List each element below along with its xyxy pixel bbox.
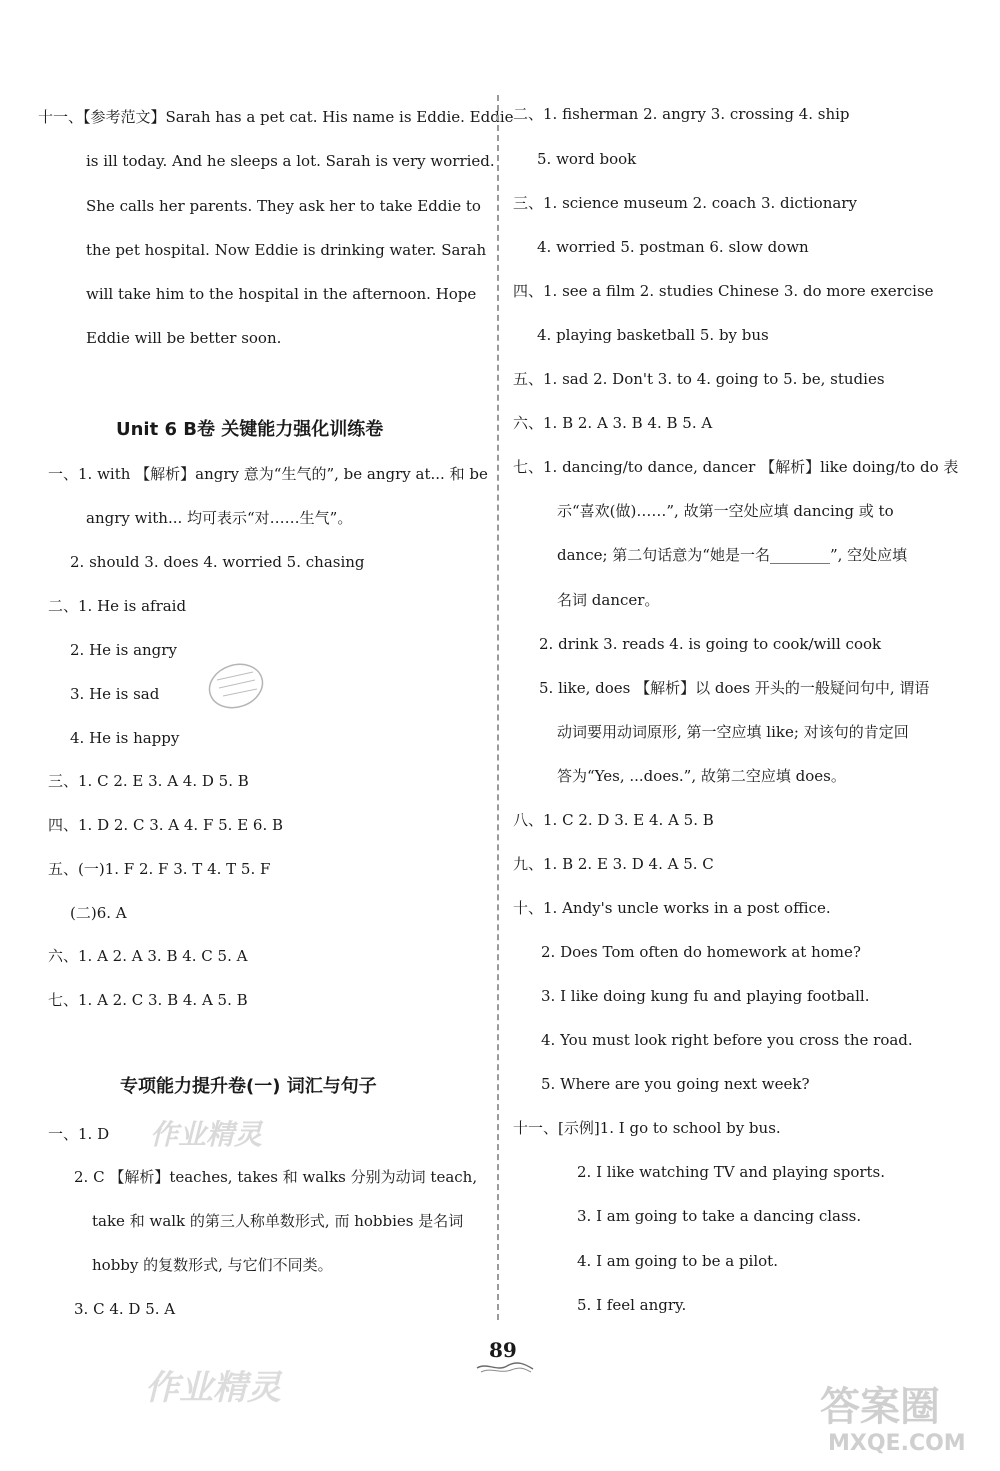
answer-line: 4. I am going to be a pilot. xyxy=(577,1252,778,1270)
answer-line: 二、1. fisherman 2. angry 3. crossing 4. ship xyxy=(513,105,850,123)
section-heading: 专项能力提升卷(一) 词汇与句子 xyxy=(120,1076,377,1097)
answer-line: (二)6. A xyxy=(70,904,127,922)
column-divider xyxy=(497,95,499,1320)
answer-line: 八、1. C 2. D 3. E 4. A 5. B xyxy=(513,811,714,829)
answer-line: 示“喜欢(做)……”, 故第一空处应填 dancing 或 to xyxy=(557,502,894,520)
answer-line: 十、1. Andy's uncle works in a post office. xyxy=(513,899,831,917)
answer-line: 2. I like watching TV and playing sports. xyxy=(577,1163,886,1181)
answer-line: 一、1. D xyxy=(48,1125,110,1143)
answer-line: 七、1. A 2. C 3. B 4. A 5. B xyxy=(48,991,248,1009)
answer-line: 五、(一)1. F 2. F 3. T 4. T 5. F xyxy=(48,860,271,878)
answer-line: 十一、[示例]1. I go to school by bus. xyxy=(513,1119,781,1137)
site-watermark-logo: 答案圈 xyxy=(820,1384,940,1430)
site-watermark xyxy=(820,1375,990,1465)
answer-line: 2. He is angry xyxy=(70,641,177,659)
answer-line: 3. He is sad xyxy=(70,685,160,703)
answer-line: 六、1. B 2. A 3. B 4. B 5. A xyxy=(513,414,713,432)
watermark-bottom: 作业精灵 xyxy=(145,1368,281,1408)
answer-line: 三、1. C 2. E 3. A 4. D 5. B xyxy=(48,772,249,790)
answer-line: 三、1. science museum 2. coach 3. dictionary xyxy=(513,194,857,212)
section-heading: Unit 6 B卷 关键能力强化训练卷 xyxy=(116,419,384,440)
answer-line: 二、1. He is afraid xyxy=(48,597,187,615)
answer-line: 5. like, does 【解析】以 does 开头的一般疑问句中, 谓语 xyxy=(539,679,930,697)
wave-ornament-icon xyxy=(475,1360,535,1374)
answer-line: dance; 第二句话意为“她是一名________”, 空处应填 xyxy=(557,546,908,564)
answer-line: 名词 dancer。 xyxy=(557,591,660,609)
answer-line: 4. You must look right before you cross the road. xyxy=(541,1031,913,1049)
page-number: 89 xyxy=(489,1338,517,1362)
answer-line: 九、1. B 2. E 3. D 4. A 5. C xyxy=(513,855,714,873)
answer-line: 四、1. D 2. C 3. A 4. F 5. E 6. B xyxy=(48,816,284,834)
answer-line: She calls her parents. They ask her to take Eddie to xyxy=(86,197,481,215)
watermark-top: 作业精灵 xyxy=(150,1118,263,1151)
answer-line: Eddie will be better soon. xyxy=(86,329,282,347)
answer-line: 5. I feel angry. xyxy=(577,1296,687,1314)
answer-line: 2. should 3. does 4. worried 5. chasing xyxy=(70,553,365,571)
stamp-icon xyxy=(205,660,267,712)
answer-line: 3. I am going to take a dancing class. xyxy=(577,1207,862,1225)
answer-line: angry with... 均可表示“对……生气”。 xyxy=(86,509,353,527)
answer-line: take 和 walk 的第三人称单数形式, 而 hobbies 是名词 xyxy=(92,1212,464,1230)
answer-line: 4. worried 5. postman 6. slow down xyxy=(537,238,809,256)
answer-line: 2. drink 3. reads 4. is going to cook/will cook xyxy=(539,635,882,653)
answer-line: 4. He is happy xyxy=(70,729,180,747)
answer-line: 4. playing basketball 5. by bus xyxy=(537,326,769,344)
answer-line: will take him to the hospital in the afternoon. Hope xyxy=(86,285,477,303)
answer-line: 六、1. A 2. A 3. B 4. C 5. A xyxy=(48,947,248,965)
answer-line: 5. word book xyxy=(537,150,637,168)
answer-line: 七、1. dancing/to dance, dancer 【解析】like doing/to do 表 xyxy=(513,458,959,476)
answer-line: 5. Where are you going next week? xyxy=(541,1075,810,1093)
answer-line: 2. C 【解析】teaches, takes 和 walks 分别为动词 teach, xyxy=(74,1168,478,1186)
answer-line: is ill today. And he sleeps a lot. Sarah is very worried. xyxy=(86,152,495,170)
answer-line: 十一、【参考范文】Sarah has a pet cat. His name is Eddie. Eddie xyxy=(38,108,514,126)
answer-line: 五、1. sad 2. Don't 3. to 4. going to 5. be, studies xyxy=(513,370,885,388)
answer-line: 2. Does Tom often do homework at home? xyxy=(541,943,861,961)
answer-line: 3. C 4. D 5. A xyxy=(74,1300,176,1318)
answer-line: hobby 的复数形式, 与它们不同类。 xyxy=(92,1256,333,1274)
answer-line: 动词要用动词原形, 第一空应填 like; 对该句的肯定回 xyxy=(557,723,909,741)
answer-line: 一、1. with 【解析】angry 意为“生气的”, be angry at... 和 be xyxy=(48,465,488,483)
site-watermark-url: MXQE.COM xyxy=(828,1431,966,1456)
answer-line: the pet hospital. Now Eddie is drinking water. Sarah xyxy=(86,241,487,259)
answer-line: 3. I like doing kung fu and playing football. xyxy=(541,987,870,1005)
answer-line: 四、1. see a film 2. studies Chinese 3. do more exercise xyxy=(513,282,934,300)
answer-line: 答为“Yes, ...does.”, 故第二空应填 does。 xyxy=(557,767,846,785)
